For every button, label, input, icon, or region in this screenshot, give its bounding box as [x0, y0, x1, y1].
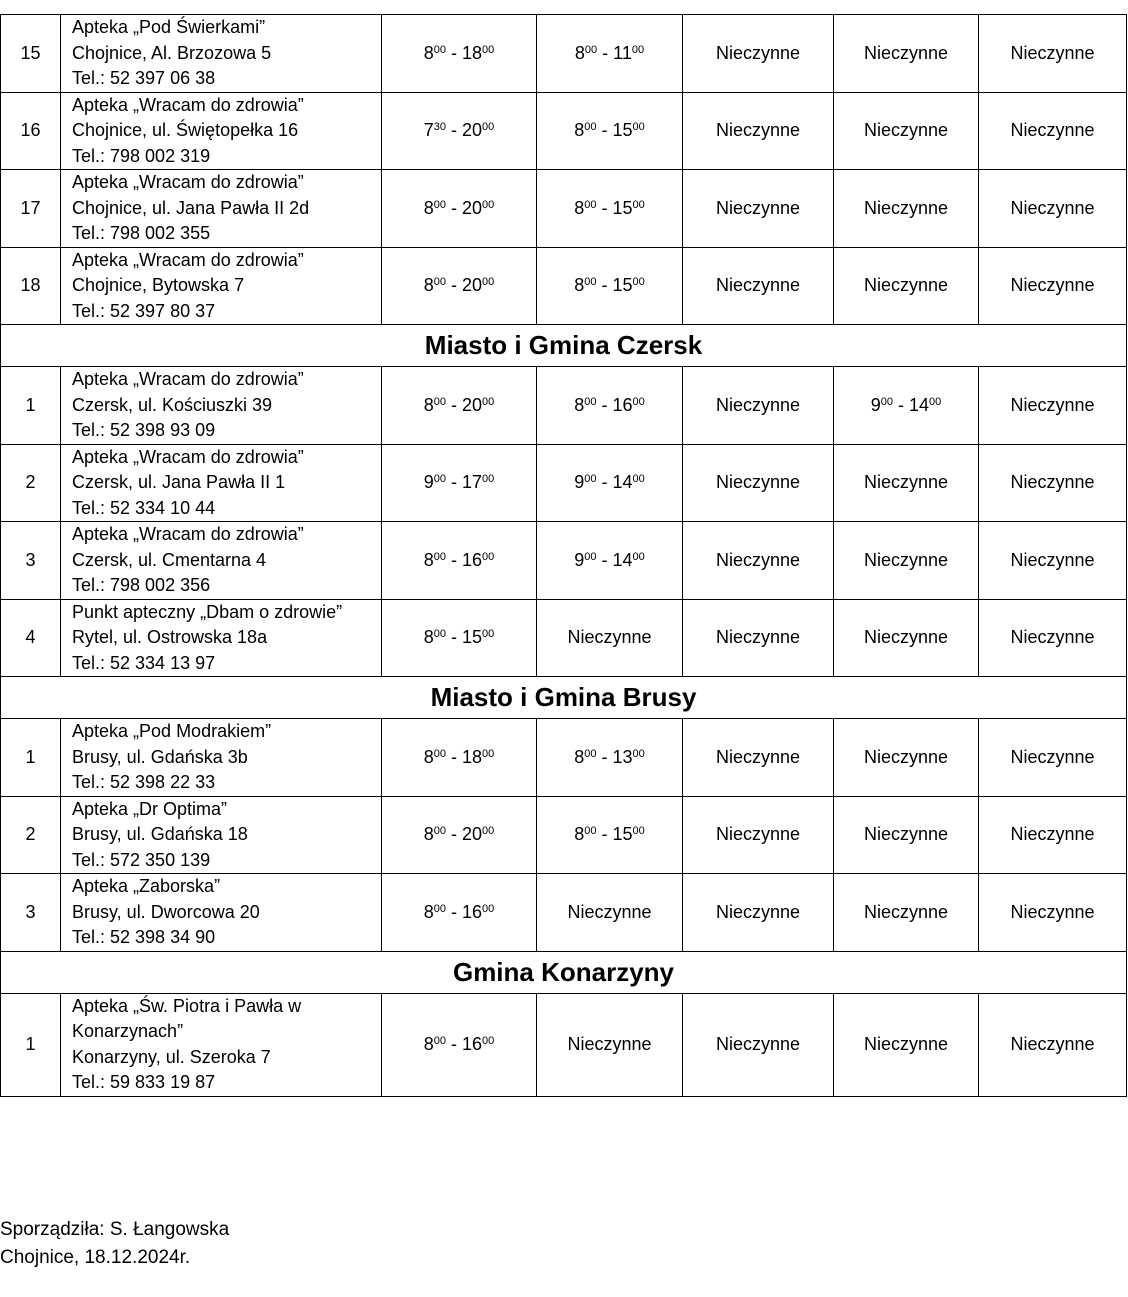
open-minutes: 00 [584, 198, 597, 211]
close-minutes: 00 [482, 121, 495, 134]
closed-status: Nieczynne [979, 874, 1127, 952]
opening-hours [537, 247, 683, 325]
pharmacy-row [1, 719, 1127, 797]
open-minutes: 00 [584, 395, 597, 408]
closed-status: Nieczynne [834, 170, 979, 248]
open-hour: 9 [574, 549, 585, 570]
hours-separator: - [596, 824, 613, 845]
open-minutes: 00 [433, 395, 446, 408]
pharmacy-name: Apteka „Pod Świerkami” [72, 17, 266, 37]
closed-status: Nieczynne [979, 15, 1127, 93]
closed-status: Nieczynne [834, 92, 979, 170]
open-minutes: 00 [433, 902, 446, 915]
opening-hours [537, 92, 683, 170]
close-hour: 15 [612, 824, 633, 845]
pharmacy-name: Apteka „Wracam do zdrowia” [72, 172, 304, 192]
opening-hours [537, 444, 683, 522]
pharmacy-name: Apteka „Św. Piotra i Pawła w [72, 995, 302, 1016]
closed-status: Nieczynne [979, 993, 1127, 1096]
section-title: Gmina Konarzyny [1, 951, 1127, 993]
close-hour: 20 [461, 120, 483, 141]
pharmacy-name: Apteka „Pod Modrakiem” [72, 721, 272, 741]
pharmacy-address: Czersk, ul. Jana Pawła II 1 [72, 472, 286, 492]
close-minutes: 00 [482, 747, 495, 760]
close-hour: 20 [461, 197, 483, 218]
open-hour: 8 [574, 120, 585, 141]
close-minutes: 00 [632, 747, 645, 760]
open-minutes: 00 [584, 747, 597, 760]
hours-separator: - [596, 746, 613, 767]
row-number: 3 [1, 522, 61, 600]
open-hour: 8 [423, 746, 434, 767]
open-minutes: 00 [584, 43, 598, 56]
close-hour: 16 [612, 394, 633, 415]
closed-status: Nieczynne [979, 170, 1127, 248]
row-number: 1 [1, 367, 61, 445]
close-hour: 14 [612, 472, 633, 493]
pharmacy-address: Konarzyny, ul. Szeroka 7 [72, 1046, 271, 1067]
pharmacy-phone: Tel.: 572 350 139 [72, 849, 211, 870]
hours-separator: - [596, 472, 613, 493]
pharmacy-name: Apteka „Wracam do zdrowia” [72, 524, 304, 544]
pharmacy-phone: Tel.: 52 398 22 33 [72, 772, 216, 792]
pharmacy-phone: Tel.: 52 397 80 37 [72, 300, 216, 321]
hours-separator: - [445, 197, 462, 218]
opening-hours [382, 522, 537, 600]
open-hour: 8 [423, 42, 434, 63]
opening-hours [537, 719, 683, 797]
pharmacy-info [61, 367, 382, 445]
closed-status: Nieczynne [834, 247, 979, 325]
closed-status: Nieczynne [683, 15, 834, 93]
hours-separator: - [596, 549, 613, 570]
pharmacy-info [61, 15, 382, 93]
close-minutes: 00 [482, 43, 495, 56]
pharmacy-info [61, 796, 382, 874]
pharmacy-address: Brusy, ul. Dworcowa 20 [72, 901, 260, 922]
open-minutes: 00 [433, 747, 446, 760]
open-hour: 8 [423, 549, 434, 570]
open-hour: 8 [423, 901, 434, 922]
close-hour: 16 [461, 549, 483, 570]
hours-separator: - [445, 42, 462, 63]
pharmacy-info [61, 444, 382, 522]
close-minutes: 00 [482, 628, 495, 641]
closed-status: Nieczynne [683, 719, 834, 797]
pharmacy-info [61, 522, 382, 600]
pharmacy-name: Apteka „Dr Optima” [72, 798, 228, 819]
open-minutes: 30 [433, 121, 446, 134]
pharmacy-phone: Tel.: 59 833 19 87 [72, 1072, 216, 1092]
opening-hours [382, 599, 537, 677]
open-hour: 9 [870, 394, 881, 415]
row-number: 15 [1, 15, 61, 93]
section-header-row [1, 677, 1127, 719]
closed-status: Nieczynne [979, 796, 1127, 874]
open-minutes: 00 [584, 121, 597, 134]
close-hour: 16 [461, 1034, 483, 1054]
closed-status: Nieczynne [683, 599, 834, 677]
closed-status: Nieczynne [834, 796, 979, 874]
closed-status: Nieczynne [979, 719, 1127, 797]
open-hour: 8 [423, 275, 434, 296]
section-title: Miasto i Gmina Brusy [1, 677, 1127, 719]
pharmacy-hours-table [0, 14, 1127, 1097]
row-number: 18 [1, 247, 61, 325]
hours-separator: - [445, 627, 462, 648]
pharmacy-address: Brusy, ul. Gdańska 18 [72, 824, 248, 844]
closed-status: Nieczynne [834, 719, 979, 797]
open-minutes: 00 [584, 276, 597, 289]
open-hour: 9 [574, 472, 585, 493]
pharmacy-address: Czersk, ul. Kościuszki 39 [72, 394, 273, 415]
pharmacy-row [1, 170, 1127, 248]
close-hour: 13 [612, 746, 633, 767]
closed-status: Nieczynne [979, 92, 1127, 170]
hours-separator: - [596, 275, 613, 296]
close-minutes: 00 [632, 550, 645, 563]
open-hour: 8 [574, 42, 585, 63]
row-number: 1 [1, 719, 61, 797]
open-minutes: 00 [433, 550, 446, 563]
pharmacy-row [1, 993, 1127, 1096]
opening-hours [382, 993, 537, 1096]
closed-status: Nieczynne [979, 367, 1127, 445]
pharmacy-info [61, 719, 382, 797]
close-minutes: 00 [632, 395, 645, 408]
open-minutes: 00 [433, 628, 446, 641]
pharmacy-row [1, 874, 1127, 952]
pharmacy-address: Chojnice, Al. Brzozowa 5 [72, 42, 272, 63]
pharmacy-row [1, 522, 1127, 600]
row-number: 1 [1, 993, 61, 1096]
pharmacy-name: Apteka „Zaborska” [72, 876, 221, 896]
opening-hours [537, 170, 683, 248]
closed-status: Nieczynne [683, 170, 834, 248]
pharmacy-address: Brusy, ul. Gdańska 3b [72, 746, 248, 767]
closed-status: Nieczynne [834, 599, 979, 677]
row-number: 4 [1, 599, 61, 677]
close-hour: 20 [461, 394, 483, 415]
pharmacy-phone: Tel.: 52 397 06 38 [72, 68, 216, 88]
hours-separator: - [445, 1034, 462, 1054]
closed-status: Nieczynne [683, 874, 834, 952]
closed-status: Nieczynne [834, 874, 979, 952]
close-minutes: 00 [632, 276, 645, 289]
close-minutes: 00 [482, 276, 495, 289]
closed-status: Nieczynne [979, 444, 1127, 522]
closed-status: Nieczynne [683, 796, 834, 874]
opening-hours [382, 796, 537, 874]
close-minutes: 00 [482, 395, 495, 408]
open-hour: 8 [423, 394, 434, 415]
opening-hours [537, 367, 683, 445]
open-minutes: 00 [433, 1035, 446, 1047]
close-minutes: 00 [482, 550, 495, 563]
pharmacy-phone: Tel.: 798 002 355 [72, 223, 211, 243]
open-hour: 8 [423, 1034, 434, 1054]
hours-separator: - [445, 901, 462, 922]
pharmacy-address: Chojnice, ul. Jana Pawła II 2d [72, 197, 310, 218]
closed-status: Nieczynne [683, 92, 834, 170]
pharmacy-name: Punkt apteczny „Dbam o zdrowie” [72, 601, 343, 622]
closed-status: Nieczynne [683, 444, 834, 522]
closed-status: Nieczynne [683, 367, 834, 445]
closed-status: Nieczynne [537, 599, 683, 677]
pharmacy-address: Chojnice, Bytowska 7 [72, 275, 245, 295]
closed-status: Nieczynne [537, 874, 683, 952]
opening-hours [834, 367, 979, 445]
close-minutes: 00 [482, 1035, 495, 1047]
pharmacy-address: Konarzynach” [72, 1021, 184, 1041]
opening-hours [382, 247, 537, 325]
pharmacy-row [1, 796, 1127, 874]
place-date: Chojnice, 18.12.2024r. [0, 1247, 191, 1268]
pharmacy-row [1, 444, 1127, 522]
close-minutes: 00 [631, 43, 645, 56]
close-hour: 15 [612, 275, 633, 296]
hours-separator: - [596, 394, 613, 415]
close-minutes: 00 [929, 395, 942, 408]
opening-hours [382, 170, 537, 248]
hours-separator: - [892, 394, 909, 415]
open-minutes: 00 [433, 43, 446, 56]
opening-hours [382, 444, 537, 522]
pharmacy-row [1, 367, 1127, 445]
hours-separator: - [445, 746, 462, 767]
hours-separator: - [445, 549, 462, 570]
open-hour: 8 [574, 394, 585, 415]
open-hour: 8 [574, 275, 585, 296]
close-hour: 14 [612, 549, 633, 570]
pharmacy-row [1, 92, 1127, 170]
pharmacy-address: Czersk, ul. Cmentarna 4 [72, 549, 267, 570]
close-hour: 17 [461, 472, 483, 493]
pharmacy-phone: Tel.: 52 398 93 09 [72, 420, 216, 440]
close-hour: 16 [461, 901, 483, 922]
pharmacy-phone: Tel.: 52 398 34 90 [72, 927, 216, 947]
closed-status: Nieczynne [683, 993, 834, 1096]
row-number: 16 [1, 92, 61, 170]
section-title: Miasto i Gmina Czersk [1, 325, 1127, 367]
section-header-row [1, 325, 1127, 367]
open-minutes: 00 [584, 825, 597, 838]
close-minutes: 00 [632, 121, 645, 134]
section-header-row [1, 951, 1127, 993]
close-hour: 15 [612, 120, 633, 141]
pharmacy-info [61, 92, 382, 170]
pharmacy-name: Apteka „Wracam do zdrowia” [72, 446, 304, 467]
hours-separator: - [596, 120, 613, 141]
closed-status: Nieczynne [683, 247, 834, 325]
close-hour: 14 [908, 394, 930, 415]
hours-separator: - [445, 824, 462, 845]
closed-status: Nieczynne [834, 522, 979, 600]
close-minutes: 00 [482, 473, 495, 486]
hours-separator: - [445, 120, 462, 141]
open-hour: 8 [574, 197, 585, 218]
opening-hours [382, 719, 537, 797]
closed-status: Nieczynne [834, 993, 979, 1096]
close-hour: 20 [461, 824, 483, 845]
row-number: 2 [1, 796, 61, 874]
document-footer [0, 1216, 229, 1272]
pharmacy-info [61, 247, 382, 325]
close-hour: 15 [461, 627, 483, 648]
pharmacy-row [1, 599, 1127, 677]
close-hour: 18 [461, 42, 483, 63]
open-minutes: 00 [880, 395, 893, 408]
pharmacy-name: Apteka „Wracam do zdrowia” [72, 94, 304, 115]
close-minutes: 00 [632, 198, 645, 211]
pharmacy-phone: Tel.: 798 002 356 [72, 575, 211, 595]
open-minutes: 00 [433, 276, 446, 289]
close-minutes: 00 [482, 198, 495, 211]
open-minutes: 00 [433, 825, 446, 838]
open-minutes: 00 [584, 473, 597, 486]
open-minutes: 00 [433, 473, 446, 486]
hours-separator: - [445, 394, 462, 415]
open-hour: 7 [423, 120, 434, 141]
pharmacy-row [1, 247, 1127, 325]
close-minutes: 00 [482, 902, 495, 915]
pharmacy-address: Chojnice, ul. Świętopełka 16 [72, 120, 299, 140]
closed-status: Nieczynne [979, 522, 1127, 600]
close-minutes: 00 [482, 825, 495, 838]
hours-separator: - [445, 275, 462, 296]
close-hour: 18 [461, 746, 483, 767]
opening-hours [537, 522, 683, 600]
opening-hours [537, 15, 683, 93]
closed-status: Nieczynne [834, 444, 979, 522]
pharmacy-phone: Tel.: 52 334 13 97 [72, 652, 216, 673]
closed-status: Nieczynne [683, 522, 834, 600]
pharmacy-row [1, 15, 1127, 93]
opening-hours [382, 92, 537, 170]
open-hour: 9 [423, 472, 434, 493]
opening-hours [382, 367, 537, 445]
pharmacy-phone: Tel.: 798 002 319 [72, 145, 211, 166]
close-hour: 11 [613, 42, 632, 63]
hours-separator: - [445, 472, 462, 493]
close-hour: 15 [612, 197, 633, 218]
close-minutes: 00 [632, 825, 645, 838]
pharmacy-info [61, 170, 382, 248]
open-hour: 8 [423, 197, 434, 218]
opening-hours [382, 874, 537, 952]
close-hour: 20 [461, 275, 483, 296]
open-minutes: 00 [584, 550, 597, 563]
pharmacy-name: Apteka „Wracam do zdrowia” [72, 249, 304, 270]
open-minutes: 00 [433, 198, 446, 211]
row-number: 3 [1, 874, 61, 952]
pharmacy-phone: Tel.: 52 334 10 44 [72, 497, 216, 518]
row-number: 2 [1, 444, 61, 522]
row-number: 17 [1, 170, 61, 248]
open-hour: 8 [574, 824, 585, 845]
closed-status: Nieczynne [979, 247, 1127, 325]
opening-hours [382, 15, 537, 93]
open-hour: 8 [423, 824, 434, 845]
prepared-by: Sporządziła: S. Łangowska [0, 1219, 230, 1240]
pharmacy-address: Rytel, ul. Ostrowska 18a [72, 627, 268, 647]
open-hour: 8 [423, 627, 434, 648]
hours-separator: - [597, 42, 614, 63]
open-hour: 8 [574, 746, 585, 767]
closed-status: Nieczynne [979, 599, 1127, 677]
close-minutes: 00 [632, 473, 645, 486]
closed-status: Nieczynne [537, 993, 683, 1096]
closed-status: Nieczynne [834, 15, 979, 93]
pharmacy-info [61, 874, 382, 952]
pharmacy-name: Apteka „Wracam do zdrowia” [72, 369, 304, 389]
opening-hours [537, 796, 683, 874]
pharmacy-info [61, 993, 382, 1096]
hours-separator: - [596, 197, 613, 218]
pharmacy-info [61, 599, 382, 677]
